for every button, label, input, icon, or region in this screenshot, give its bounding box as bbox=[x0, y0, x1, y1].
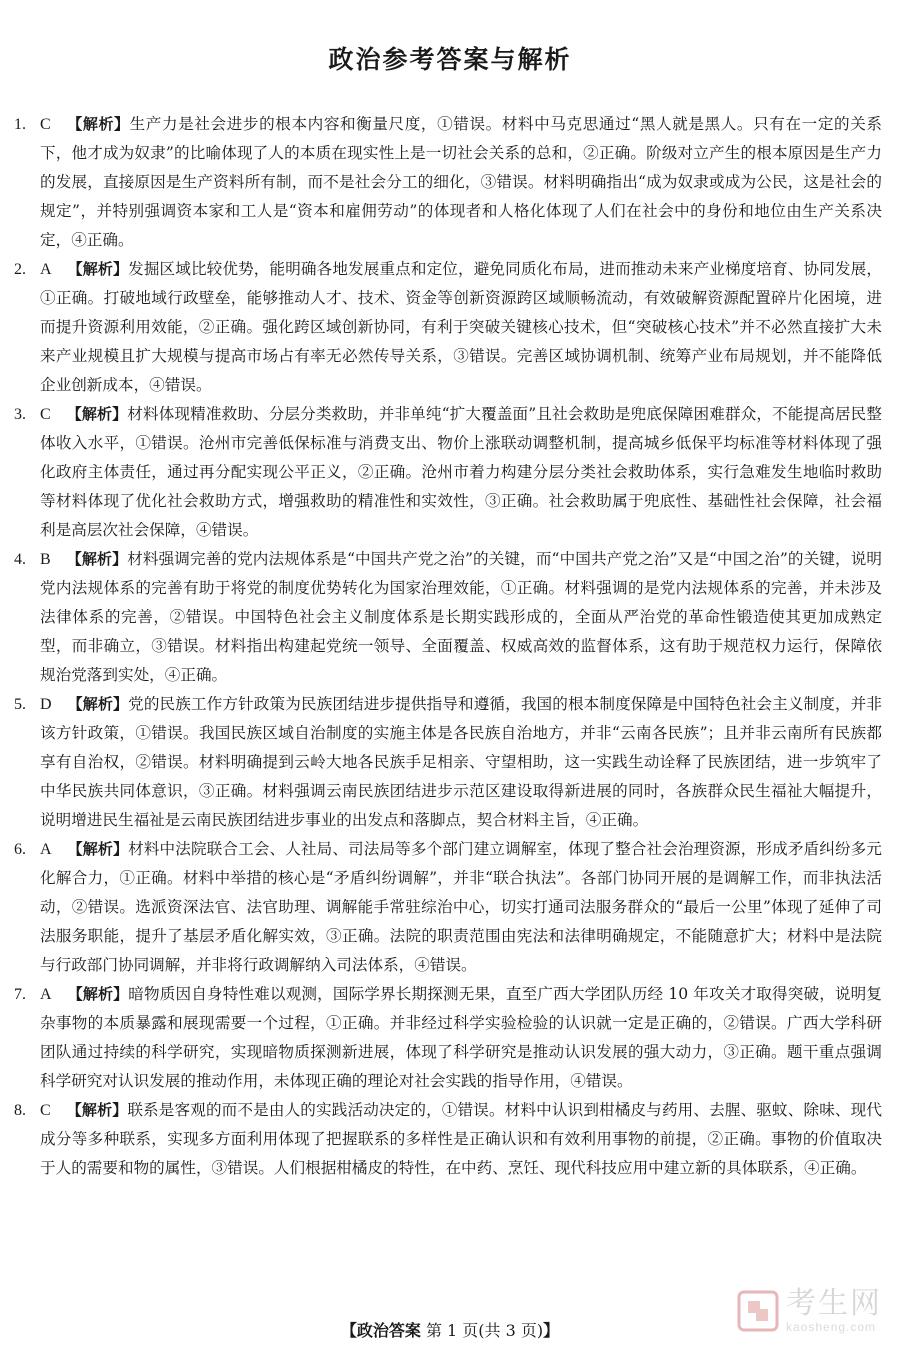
watermark-brand-cn: 考生网 bbox=[786, 1286, 882, 1321]
answer-item-4 bbox=[14, 545, 882, 690]
analysis-tag: 【解析】 bbox=[67, 985, 129, 1003]
watermark-brand-en: kaosheng.com bbox=[786, 1320, 877, 1334]
item-number: 6. bbox=[14, 841, 26, 858]
answer-letter: B bbox=[40, 551, 51, 568]
analysis-tag: 【解析】 bbox=[67, 840, 129, 858]
footer-close: 】 bbox=[543, 1321, 560, 1340]
answer-letter: C bbox=[40, 1102, 51, 1119]
answer-list bbox=[14, 110, 882, 1183]
analysis-text: 发掘区域比较优势，能明确各地发展重点和定位，避免同质化布局，进而推动未来产业梯度培育、协同发展，①正确。打破地域行政壁垒，能够推动人才、技术、资金等创新资源跨区域顺畅流动，有效破解资源配置碎片化困境，进而提升资源利用效能，②正确。强化跨区域创新协同，有利于突破关键核心技术，但“突破核心技术”并不必然直接扩大未来产业规模且扩大规模与提高市场占有率无必然传导关系，③错误。完善区域协调机制、统筹产业布局规划，并不能降低企业创新成本，④错误。 bbox=[40, 260, 882, 394]
answer-letter: A bbox=[40, 261, 52, 278]
analysis-tag: 【解析】 bbox=[67, 695, 129, 713]
page-title: 政治参考答案与解析 bbox=[328, 45, 572, 74]
answer-item-1 bbox=[14, 110, 882, 255]
analysis-tag: 【解析】 bbox=[66, 115, 130, 133]
brand-logo-icon bbox=[736, 1289, 780, 1333]
item-number: 1. bbox=[14, 116, 26, 133]
analysis-tag: 【解析】 bbox=[66, 1101, 128, 1119]
answer-letter: D bbox=[40, 696, 52, 713]
watermark bbox=[736, 1288, 882, 1334]
analysis-text: 生产力是社会进步的根本内容和衡量尺度，①错误。材料中马克思通过“黑人就是黑人。只有在一定的关系下，他才成为奴隶”的比喻体现了人的本质在现实性上是一切社会关系的总和，②正确。阶级对立产生的根本原因是生产力的发展，直接原因是生产资料所有制，而不是社会分工的细化，③错误。材料明确指出“成为奴隶或成为公民，这是社会的规定”，并特别强调资本家和工人是“资本和雇佣劳动”的体现者和人格化体现了人们在社会中的身份和地位由生产关系决定，④正确。 bbox=[40, 115, 882, 249]
analysis-text: 材料强调完善的党内法规体系是“中国共产党之治”的关键，而“中国共产党之治”又是“中国之治”的关键，说明党内法规体系的完善有助于将党的制度优势转化为国家治理效能，①正确。材料强调的是党内法规体系的完善，并未涉及法律体系的完善，②错误。中国特色社会主义制度体系是长期实践形成的，全面从严治党的革命性锻造使其更加成熟定型，而非确立，③错误。材料指出构建起党统一领导、全面覆盖、权威高效的监督体系，这有助于规范权力运行，保障依规治党落到实处，④正确。 bbox=[40, 550, 882, 684]
answer-item-7 bbox=[14, 980, 882, 1096]
item-number: 5. bbox=[14, 696, 26, 713]
analysis-tag: 【解析】 bbox=[67, 260, 129, 278]
answer-letter: A bbox=[40, 841, 52, 858]
analysis-tag: 【解析】 bbox=[66, 550, 128, 568]
answer-letter: A bbox=[40, 986, 52, 1003]
analysis-tag: 【解析】 bbox=[66, 405, 128, 423]
analysis-text: 暗物质因自身特性难以观测，国际学界长期探测无果，直至广西大学团队历经 10 年攻关才取得突破，说明复杂事物的本质暴露和展现需要一个过程，①正确。并非经过科学实验检验的认识就一定是正确的，②错误。广西大学科研团队通过持续的科学研究，实现暗物质探测新进展，体现了科学研究是推动认识发展的强大动力，③正确。题干重点强调科学研究对认识发展的推动作用，未体现正确的理论对社会实践的指导作用，④错误。 bbox=[40, 985, 882, 1090]
answer-item-8 bbox=[14, 1096, 882, 1183]
answer-item-2 bbox=[14, 255, 882, 400]
footer-subject: 【政治答案 bbox=[340, 1321, 421, 1340]
footer-page-number: 第 1 页(共 3 页) bbox=[425, 1321, 544, 1340]
answer-item-5 bbox=[14, 690, 882, 835]
analysis-text: 党的民族工作方针政策为民族团结进步提供指导和遵循，我国的根本制度保障是中国特色社会主义制度，并非该方针政策，①错误。我国民族区域自治制度的实施主体是各民族自治地方，并非“云南各民族”；且并非云南所有民族都享有自治权，②错误。材料明确提到云岭大地各民族手足相亲、守望相助，这一实践生动诠释了民族团结，进一步筑牢了中华民族共同体意识，③正确。材料强调云南民族团结进步示范区建设取得新进展的同时，各族群众民生福祉大幅提升，说明增进民生福祉是云南民族团结进步事业的出发点和落脚点，契合材料主旨，④正确。 bbox=[40, 695, 882, 829]
item-number: 8. bbox=[14, 1102, 26, 1119]
analysis-text: 联系是客观的而不是由人的实践活动决定的，①错误。材料中认识到柑橘皮与药用、去腥、驱蚊、除味、现代成分等多种联系，实现多方面利用体现了把握联系的多样性是正确认识和有效利用事物的前提，②正确。事物的价值取决于人的需要和物的属性，③错误。人们根据柑橘皮的特性，在中药、烹饪、现代科技应用中建立新的具体联系，④正确。 bbox=[40, 1101, 882, 1177]
answer-letter: C bbox=[40, 406, 51, 423]
answer-item-6 bbox=[14, 835, 882, 980]
answer-letter: C bbox=[40, 116, 51, 133]
item-number: 7. bbox=[14, 986, 26, 1003]
item-number: 3. bbox=[14, 406, 26, 423]
analysis-text: 材料中法院联合工会、人社局、司法局等多个部门建立调解室，体现了整合社会治理资源，形成矛盾纠纷多元化解合力，①正确。材料中举措的核心是“矛盾纠纷调解”，并非“联合执法”。各部门协同开展的是调解工作，而非执法活动，②错误。选派资深法官、法官助理、调解能手常驻综治中心，切实打通司法服务群众的“最后一公里”体现了延伸了司法服务职能，提升了基层矛盾化解实效，③正确。法院的职责范围由宪法和法律明确规定，不能随意扩大；材料中是法院与行政部门协同调解，并非将行政调解纳入司法体系，④错误。 bbox=[40, 840, 882, 974]
answer-item-3 bbox=[14, 400, 882, 545]
item-number: 4. bbox=[14, 551, 26, 568]
analysis-text: 材料体现精准救助、分层分类救助，并非单纯“扩大覆盖面”且社会救助是兜底保障困难群众，不能提高居民整体收入水平，①错误。沧州市完善低保标准与消费支出、物价上涨联动调整机制，提高城乡低保平均标准等材料体现了强化政府主体责任，通过再分配实现公平正义，②正确。沧州市着力构建分层分类社会救助体系，实行急难发生地临时救助等材料体现了优化社会救助方式，增强救助的精准性和实效性，③正确。社会救助属于兜底性、基础性社会保障，社会福利是高层次社会保障，④错误。 bbox=[40, 405, 882, 539]
item-number: 2. bbox=[14, 261, 26, 278]
